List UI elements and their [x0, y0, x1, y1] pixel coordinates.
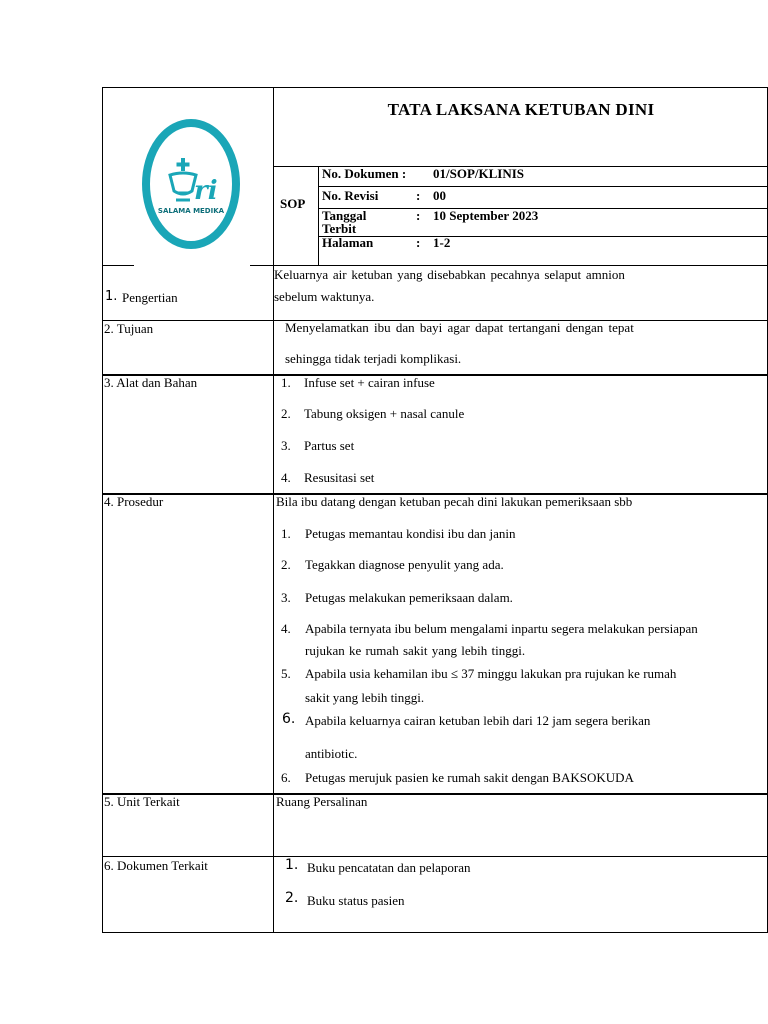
row-line: [102, 856, 768, 857]
section-label: 6. Dokumen Terkait: [104, 858, 208, 873]
section-text-line: Ruang Persalinan: [276, 794, 368, 809]
section-text-line: sebelum waktunya.: [274, 289, 375, 304]
clinic-logo: [136, 105, 246, 263]
sop-label: SOP: [280, 196, 306, 211]
list-text: Petugas merujuk pasien ke rumah sakit dengan BAKSOKUDA: [305, 770, 634, 785]
column-divider: [273, 87, 274, 933]
section-label: Pengertian: [122, 290, 178, 305]
row-line: [102, 374, 768, 376]
list-text: Infuse set + cairan infuse: [304, 375, 435, 390]
list-text: Buku pencatatan dan pelaporan: [307, 860, 471, 875]
section-text-line: Keluarnya air ketuban yang disebabkan pecahnya selaput amnion: [274, 267, 625, 282]
list-text: Partus set: [304, 438, 355, 453]
list-number: 6.: [282, 711, 296, 727]
list-number: 3.: [281, 438, 291, 453]
section-label: 3. Alat dan Bahan: [104, 375, 198, 390]
list-number: 3.: [281, 590, 291, 605]
svg-text:ri: ri: [194, 176, 218, 206]
list-number: 6.: [281, 770, 291, 785]
meta-label: No. Revisi: [322, 188, 379, 203]
meta-row-line: [319, 186, 768, 187]
meta-label: Halaman: [322, 235, 374, 250]
meta-value: 10 September 2023: [433, 208, 539, 223]
list-text: rujukan ke rumah sakit yang lebih tinggi.: [305, 643, 526, 658]
meta-label: Tanggal: [322, 208, 367, 223]
row-line: [102, 793, 768, 795]
section-intro: Bila ibu datang dengan ketuban pecah dini lakukan pemeriksaan sbb: [276, 494, 633, 509]
list-text: Buku status pasien: [307, 893, 405, 908]
list-number: 4.: [281, 470, 291, 485]
table-border-top: [102, 87, 768, 88]
section-label: 2. Tujuan: [104, 321, 154, 336]
document-title: TATA LAKSANA KETUBAN DINI: [387, 100, 655, 119]
meta-value: 00: [433, 188, 446, 203]
row-line-stub: [250, 265, 273, 266]
list-text: Petugas memantau kondisi ibu dan janin: [305, 526, 516, 541]
logo-icon: [136, 105, 246, 263]
svg-text:SALAMA MEDIKA: SALAMA MEDIKA: [157, 207, 225, 215]
meta-label-line2: Terbit: [322, 221, 357, 236]
row-line: [274, 265, 768, 266]
list-text: Resusitasi set: [304, 470, 375, 485]
sop-column-divider: [318, 166, 319, 265]
list-number: 1.: [281, 526, 291, 541]
meta-separator: :: [416, 188, 421, 203]
meta-row-line: [319, 236, 768, 237]
meta-row-line: [319, 208, 768, 209]
list-text: Tegakkan diagnose penyulit yang ada.: [305, 557, 504, 572]
list-text: Tabung oksigen + nasal canule: [304, 406, 465, 421]
section-number: 1.: [105, 289, 118, 304]
section-label: 5. Unit Terkait: [104, 794, 180, 809]
list-text: Petugas melakukan pemeriksaan dalam.: [305, 590, 513, 605]
list-number: 1.: [281, 375, 291, 390]
meta-value: 1-2: [433, 235, 451, 250]
row-line-stub: [102, 265, 134, 266]
list-number: 4.: [281, 621, 291, 636]
list-text: Apabila usia kehamilan ibu ≤ 37 minggu lakukan pra rujukan ke rumah: [305, 666, 677, 681]
list-text: sakit yang lebih tinggi.: [305, 690, 425, 705]
list-text: antibiotic.: [305, 746, 358, 761]
list-number: 1.: [285, 857, 299, 873]
list-text: Apabila keluarnya cairan ketuban lebih dari 12 jam segera berikan: [305, 713, 651, 728]
meta-separator: :: [416, 208, 421, 223]
list-number: 5.: [281, 666, 291, 681]
section-text-line: sehingga tidak terjadi komplikasi.: [285, 351, 462, 366]
list-number: 2.: [281, 557, 291, 572]
list-text: Apabila ternyata ibu belum mengalami inpartu segera melakukan persiapan: [305, 621, 698, 636]
meta-label: No. Dokumen :: [322, 166, 407, 181]
meta-value: 01/SOP/KLINIS: [433, 166, 525, 181]
table-border-bottom: [102, 932, 768, 933]
meta-separator: :: [416, 235, 421, 250]
table-border-left: [102, 87, 103, 933]
list-number: 2.: [285, 890, 299, 906]
list-number: 2.: [281, 406, 291, 421]
section-text-line: Menyelamatkan ibu dan bayi agar dapat tertangani dengan tepat: [285, 320, 634, 335]
section-label: 4. Prosedur: [104, 494, 164, 509]
